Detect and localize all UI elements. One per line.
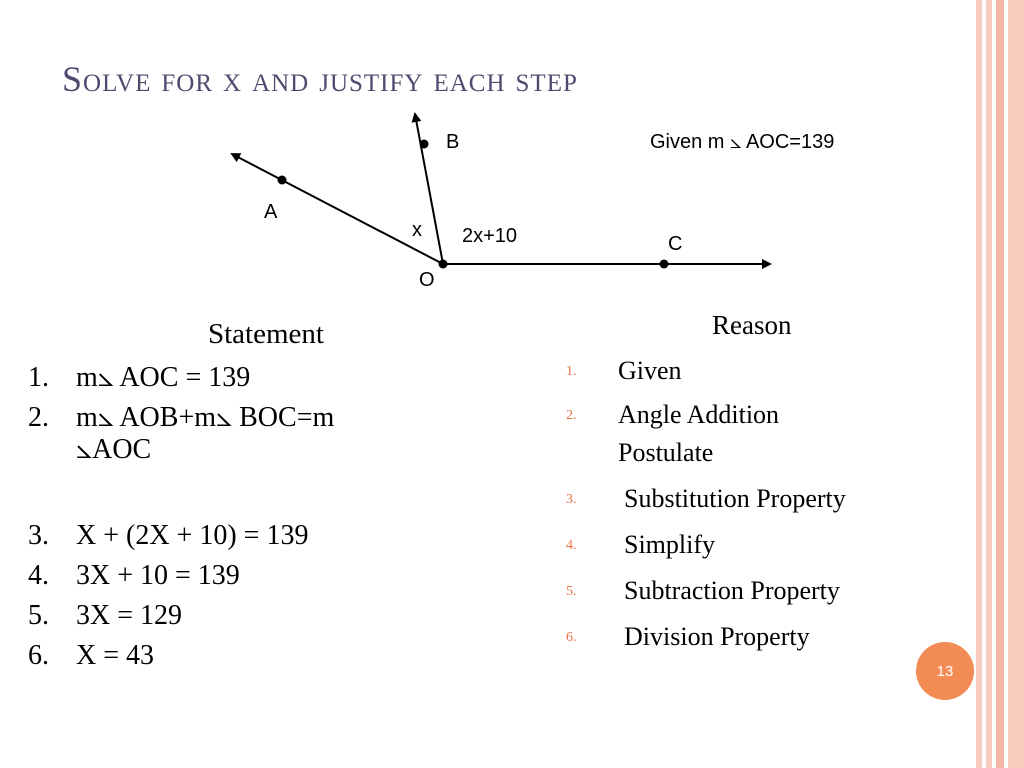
reason-number: 5. — [566, 584, 577, 599]
statement-number: 4. — [28, 560, 49, 591]
statement-text-continued: ⦣AOC — [76, 434, 152, 465]
ray-ob — [415, 114, 443, 264]
point-b — [420, 140, 429, 149]
statement-text: 3X + 10 = 139 — [76, 560, 240, 591]
reason-text: Division Property — [624, 622, 810, 651]
page-number-badge: 13 — [916, 642, 974, 700]
point-o — [439, 260, 448, 269]
point-a — [278, 176, 287, 185]
label-x: x — [412, 219, 422, 241]
statement-header: Statement — [208, 318, 324, 350]
statement-text: X = 43 — [76, 640, 155, 671]
statement-number: 1. — [28, 362, 49, 393]
reason-text: Substitution Property — [624, 484, 846, 513]
reason-text: Angle Addition — [618, 400, 780, 429]
reason-text: Simplify — [624, 530, 716, 559]
reason-header: Reason — [712, 310, 792, 340]
reason-text: Postulate — [618, 438, 714, 467]
statement-text: m⦣ AOB+m⦣ BOC=m — [76, 402, 335, 433]
reason-number: 2. — [566, 408, 577, 423]
statement-text: X + (2X + 10) = 139 — [76, 520, 309, 551]
reason-number: 4. — [566, 538, 577, 553]
reason-text: Subtraction Property — [624, 576, 840, 605]
label-o: O — [419, 269, 435, 291]
statement-number: 3. — [28, 520, 49, 551]
slide-title: Solve for x and justify each step — [62, 59, 578, 99]
label-b: B — [446, 131, 460, 153]
point-c — [660, 260, 669, 269]
label-2x-plus-10: 2x+10 — [462, 225, 518, 247]
statement-text: m⦣ AOC = 139 — [76, 362, 251, 393]
reason-number: 1. — [566, 364, 577, 379]
statement-number: 5. — [28, 600, 49, 631]
label-c: C — [668, 233, 683, 255]
reason-number: 3. — [566, 492, 577, 507]
reason-text: Given — [618, 356, 682, 385]
label-a: A — [264, 201, 278, 223]
reason-number: 6. — [566, 630, 577, 645]
statement-number: 2. — [28, 402, 49, 433]
statement-number: 6. — [28, 640, 49, 671]
statement-text: 3X = 129 — [76, 600, 183, 631]
given-text: Given m ⦣ AOC=139 — [650, 131, 835, 153]
